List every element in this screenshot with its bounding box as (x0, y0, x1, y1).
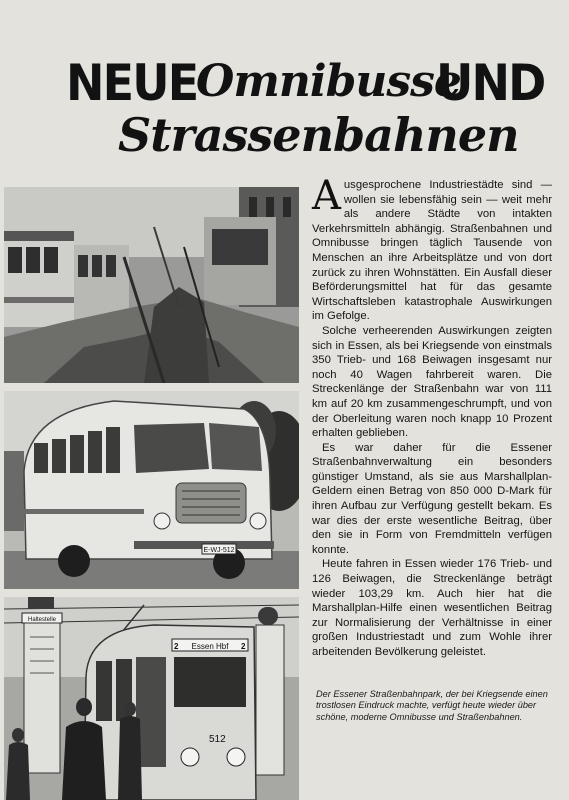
tram-destination: Essen Hbf (191, 642, 229, 651)
drop-cap: A (312, 173, 341, 219)
photo-caption: Der Essener Straßenbahnpark, der bei Kriegsende einen trostlosen Eindruck machte, verfügt heute wieder über schöne, moderne Omnibusse und Straßenbahnen. (316, 689, 548, 722)
article-paragraph-4: Heute fahren in Essen wieder 176 Trieb- und 126 Beiwagen, die Streckenlänge beträgt wieder 103,29 km. Auch hier hat die Marshallplan-Hilfe einen wesentlichen Beitrag zur Normalisierung der Verhältnisse in einer großen Industriestadt und zum Wohle ihrer arbeitenden Bevölkerung geleistet. (312, 558, 552, 658)
tram-line-right: 2 (241, 642, 246, 651)
bus-plate-text: E-WJ-512 (203, 547, 235, 554)
tram-number: 512 (209, 734, 226, 745)
headline-omnibusse: Omnibusse (196, 56, 461, 107)
article-paragraph-3: Es war daher für die Essener Straßenbahnverwaltung ein besonders günstiger Umstand, als sie aus Marshallplan-Geldern einen Betrag von 850 000 D-Mark für ihren Aufbau zur Verfügung gestellt bekam. Es war dies der erste wesentliche Beitrag, über den sie in Form von Fremdmitteln verfügen konnte. (312, 441, 552, 556)
tram-line-left: 2 (174, 642, 179, 651)
article-paragraph-1 (312, 173, 552, 324)
headline-und: UND (436, 54, 545, 112)
article-paragraph-2: Solche verheerenden Auswirkungen zeigten sich in Essen, als bei Kriegsende von einstmals 350 Trieb- und 168 Beiwagen insgesamt nur noch 40 Wagen fahrbereit waren. Die Streckenlänge der Straßenbahn war von 111 km auf 20 km zusammengeschrumpft, und von der Oberleitung waren noch knapp 10 Prozent erhalten geblieben. (312, 324, 552, 440)
stop-sign-text: Haltestelle (27, 617, 57, 623)
photo-destroyed-trams (4, 187, 299, 383)
article-paragraph-1-text: usgesprochene Industriestädte sind — wollen sie lebensfähig sein — weit mehr als andere Städte von intakten Verkehrsmitteln abhängig. Straßenbahnen und Omnibusse bringen täglich Tausende von Menschen an ihre Arbeitsplätze und von dort zurück zu ihren Wohnstätten. Ein Ausfall dieser Beförderungsmittel hat für das gesamte Wirtschaftsleben katastrophale Auswirkungen im Gefolge. (312, 179, 552, 323)
headline-neue: NEUE (66, 54, 198, 112)
headline (66, 50, 546, 160)
photo-modern-bus (4, 391, 299, 589)
headline-strassenbahnen: Strassenbahnen (118, 108, 519, 162)
photo-modern-tram (4, 597, 299, 800)
article-body (312, 173, 552, 660)
